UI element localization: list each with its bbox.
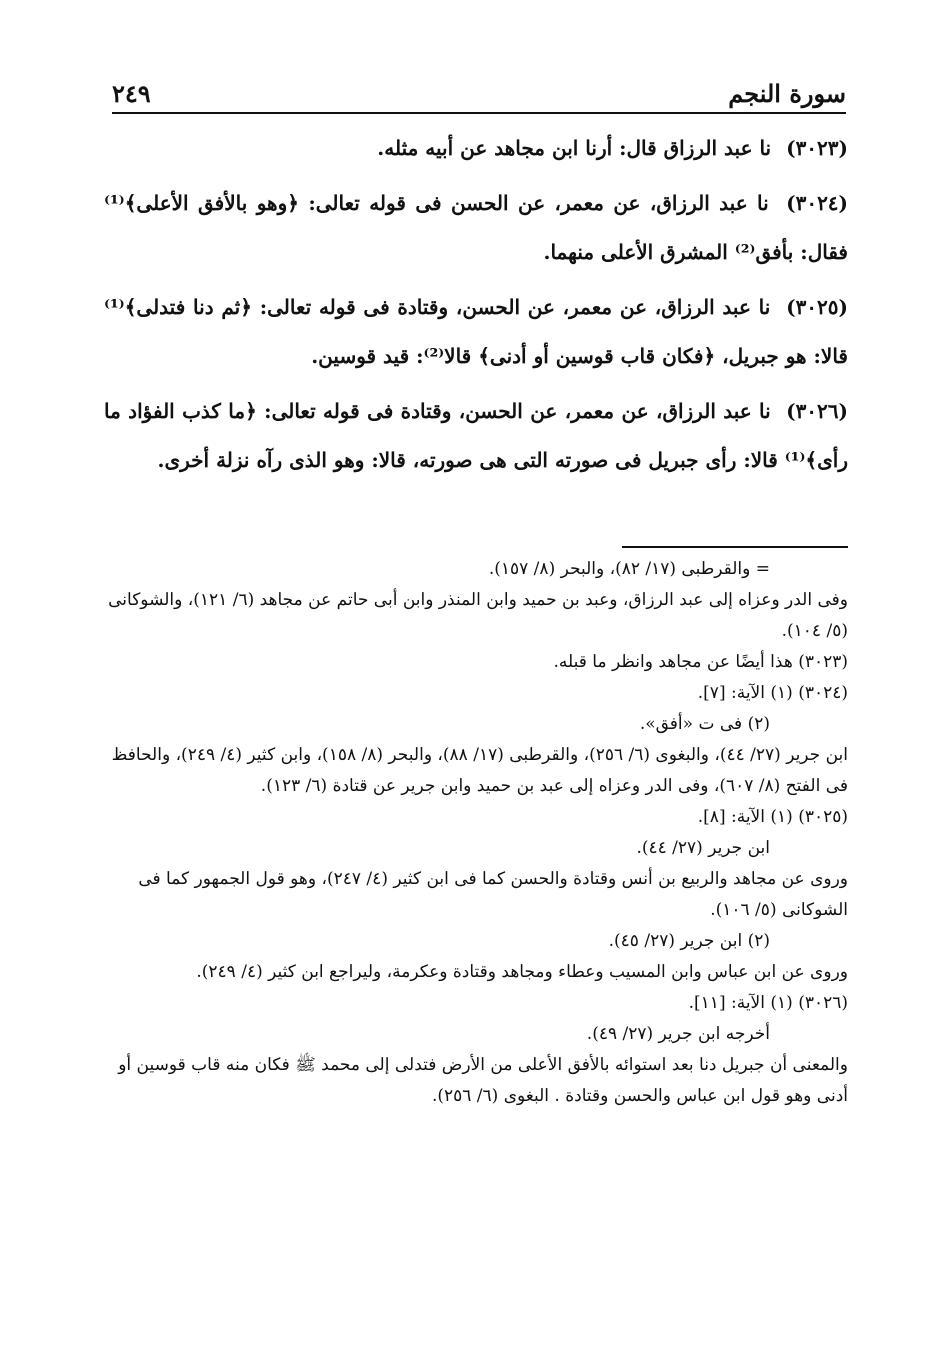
footnote-line: (٣٠٢٣) هذا أيضًا عن مجاهد وانظر ما قبله. [553,652,848,672]
footnote-line: ابن جرير (٢٧/ ٤٤)، والبغوى (٦/ ٢٥٦)، والقرطبى (١٧/ ٨٨)، والبحر (٨/ ١٥٨)، وابن كثير (٤/ ٢٤٩)، والحافظ فى الفتح (٨/ ٦٠٧)، وفى الدر وعزاه إلى عبد بن حميد وابن جرير عن قتادة (٦/ ١٢٣). [111,745,848,796]
footnote-line: وروى عن مجاهد والربيع بن أنس وقتادة والحسن كما فى ابن كثير (٤/ ٢٤٧)، وهو قول الجمهور كما فى الشوكانى (٥/ ١٠٦). [138,869,848,920]
footnote-line: (٢) ابن جرير (٢٧/ ٤٥). [608,931,770,951]
footnote-separator [622,546,848,548]
hadith-3023 [104,124,848,173]
main-text [104,124,848,491]
hadith-text: نا عبد الرزاق، عن معمر، عن الحسن فى قوله تعالى: ﴿وهو بالأفق الأعلى﴾⁽¹⁾ فقال: بأفق⁽²⁾ المشرق الأعلى منهما. [104,191,848,264]
hadith-number: (٣٠٢٤) [786,191,849,215]
footnote-line: أخرجه ابن جرير (٢٧/ ٤٩). [586,1024,770,1044]
hadith-3026 [104,387,848,485]
hadith-number: (٣٠٢٥) [786,295,848,319]
footnotes [104,554,848,1112]
footnote-line: = والقرطبى (١٧/ ٨٢)، والبحر (٨/ ١٥٧). [488,559,770,579]
page-header [112,78,846,114]
hadith-number: (٣٠٢٣) [786,136,848,160]
hadith-text: نا عبد الرزاق، عن معمر، عن الحسن، وقتادة فى قوله تعالى: ﴿ما كذب الفؤاد ما رأى﴾⁽¹⁾ قالا: رأى جبريل فى صورته التى هى صورته، قالا: وهو الذى رآه نزلة أخرى. [104,399,848,472]
hadith-3025 [104,283,848,381]
page-number: ٢٤٩ [112,79,151,108]
footnote-line: وفى الدر وعزاه إلى عبد الرزاق، وعبد بن حميد وابن المنذر وابن أبى حاتم عن مجاهد (٦/ ١٢١)، والشوكانى (٥/ ١٠٤). [108,590,848,641]
surah-title: سورة النجم [728,79,846,108]
footnote-line: (٢) فى ت «أفق». [639,714,770,734]
footnote-line: وروى عن ابن عباس وابن المسيب وعطاء ومجاهد وقتادة وعكرمة، وليراجع ابن كثير (٤/ ٢٤٩). [196,962,848,982]
footnote-line: ابن جرير (٢٧/ ٤٤). [636,838,770,858]
footnote-line: (٣٠٢٦) (١) الآية: [١١]. [688,993,848,1013]
hadith-number: (٣٠٢٦) [786,399,848,423]
hadith-3024 [104,179,848,277]
footnote-line: (٣٠٢٤) (١) الآية: [٧]. [697,683,848,703]
footnote-line: والمعنى أن جبريل دنا بعد استوائه بالأفق الأعلى من الأرض فتدلى إلى محمد ﷺ فكان منه قاب قوسين أو أدنى وهو قول ابن عباس والحسن وقتادة . البغوى (٦/ ٢٥٦). [118,1055,848,1106]
hadith-text: نا عبد الرزاق، عن معمر، عن الحسن، وقتادة فى قوله تعالى: ﴿ثم دنا فتدلى﴾⁽¹⁾ قالا: هو جبريل، ﴿فكان قاب قوسين أو أدنى﴾ قالا⁽²⁾: قيد قوسين. [104,295,848,368]
hadith-text: نا عبد الرزاق قال: أرنا ابن مجاهد عن أبيه مثله. [377,136,772,160]
footnote-line: (٣٠٢٥) (١) الآية: [٨]. [697,807,848,827]
